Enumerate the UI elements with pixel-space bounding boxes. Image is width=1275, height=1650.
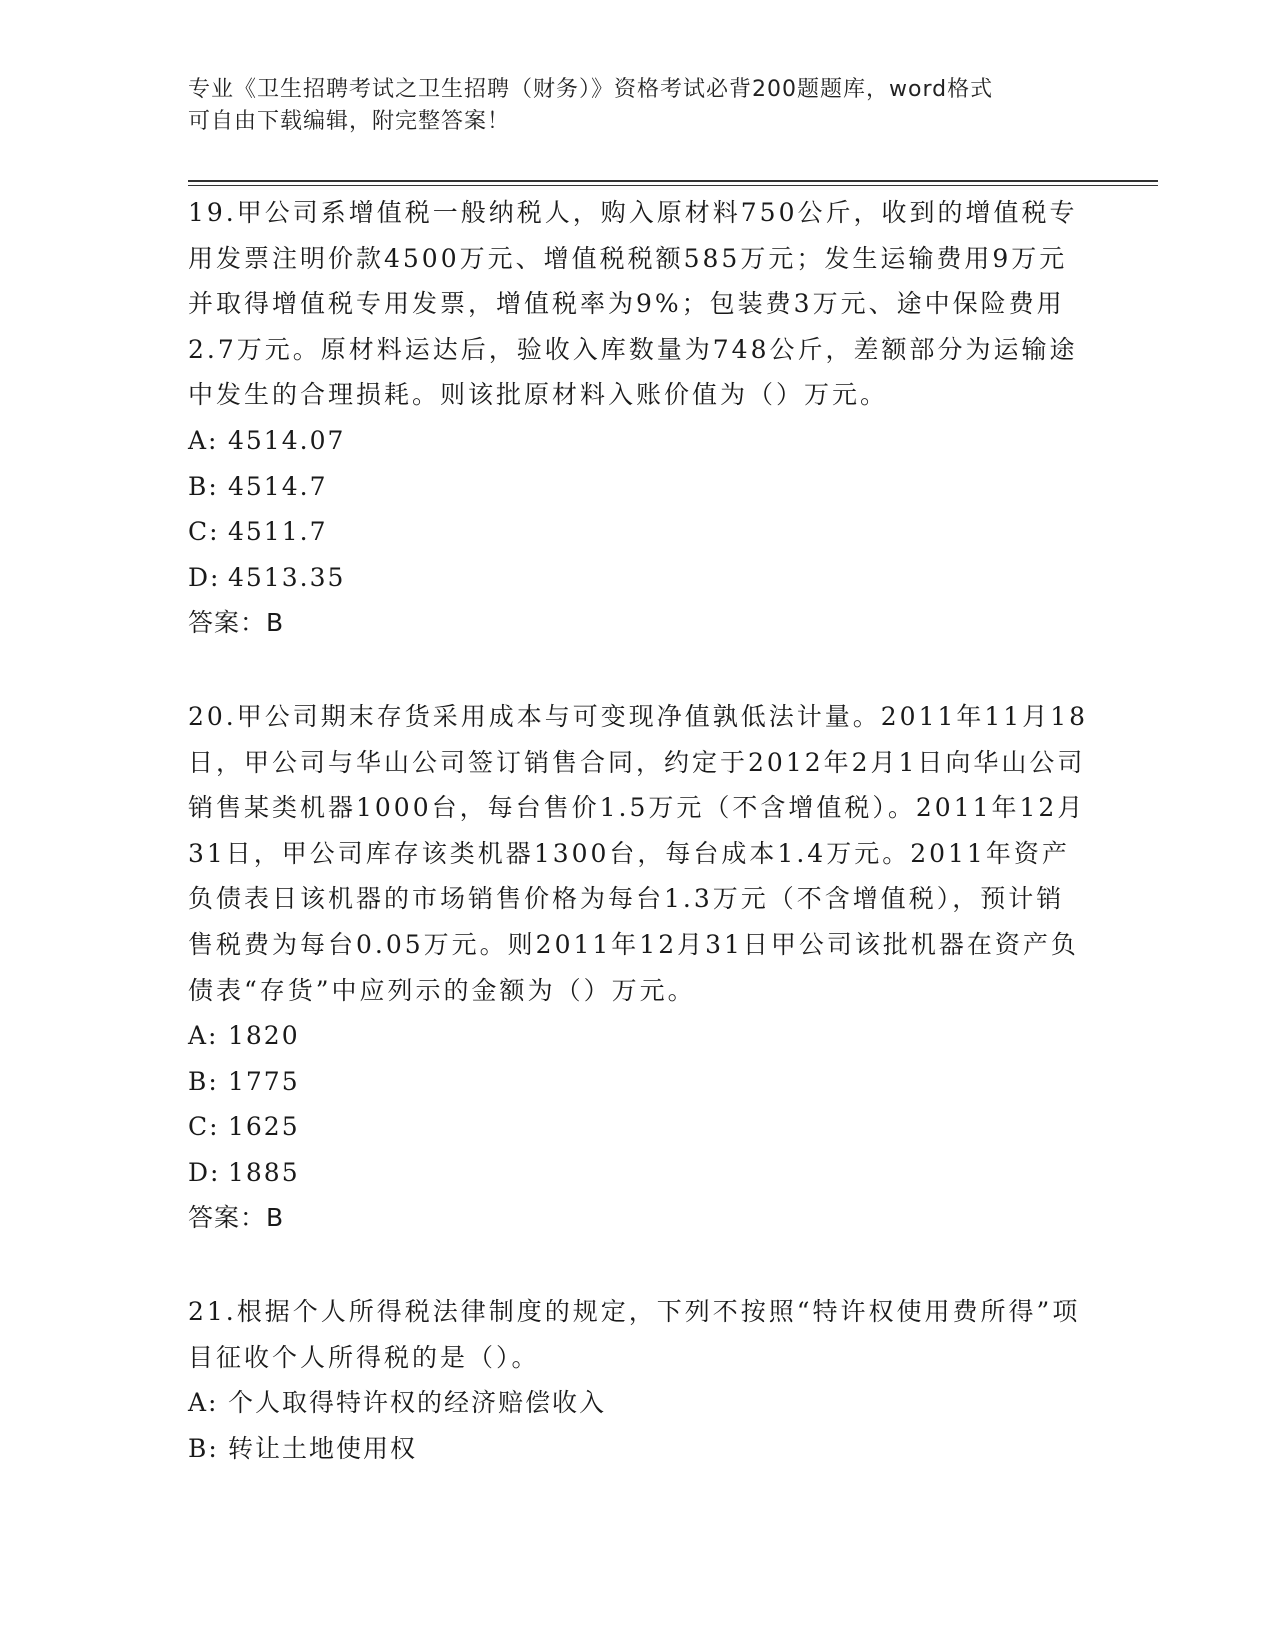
option-key: A: [188, 1021, 219, 1051]
page-header [188, 74, 1068, 138]
option-b [188, 1059, 1088, 1105]
question-text: 19.甲公司系增值税一般纳税人，购入原材料750公斤，收到的增值税专用发票注明价款4500万元、增值税税额585万元；发生运输费用9万元并取得增值税专用发票，增值税率为9%；包装费3万元、途中保险费用2.7万元。原材料运达后，验收入库数量为748公斤，差额部分为运输途中发生的合理损耗。则该批原材料入账价值为（）万元。 [188, 198, 1078, 410]
option-key: A: [188, 1388, 219, 1418]
question-text: 20.甲公司期末存货采用成本与可变现净值孰低法计量。2011年11月18日，甲公司与华山公司签订销售合同，约定于2012年2月1日向华山公司销售某类机器1000台，每台售价1.5万元（不含增值税）。2011年12月31日，甲公司库存该类机器1300台，每台成本1.4万元。2011年资产负债表日该机器的市场销售价格为每台1.3万元（不含增值税），预计销售税费为每台0.05万元。则2011年12月31日甲公司该批机器在资产负债表“存货”中应列示的金额为（）万元。 [188, 701, 1089, 1005]
question-list [188, 190, 1088, 1519]
question-21 [188, 1289, 1088, 1471]
option-d [188, 555, 1088, 601]
option-value: 4511.7 [228, 517, 328, 547]
option-a [188, 1013, 1088, 1059]
header-divider-thick [188, 180, 1158, 182]
option-value: 4514.07 [228, 425, 346, 455]
option-key: D: [188, 562, 221, 592]
question-20 [188, 694, 1088, 1241]
option-b [188, 464, 1088, 510]
option-value: 1885 [228, 1157, 300, 1187]
option-a [188, 1380, 1088, 1426]
option-c [188, 509, 1088, 555]
option-key: D: [188, 1157, 221, 1187]
option-value: 4513.35 [228, 562, 346, 592]
option-d [188, 1150, 1088, 1196]
option-value: 个人取得特许权的经济赔偿收入 [228, 1388, 607, 1418]
option-value: 4514.7 [228, 471, 328, 501]
option-b [188, 1426, 1088, 1472]
option-key: C: [188, 1112, 220, 1142]
option-key: A: [188, 425, 219, 455]
question-text: 21.根据个人所得税法律制度的规定，下列不按照“特许权使用费所得”项目征收个人所得税的是（）。 [188, 1297, 1081, 1372]
option-value: 1820 [228, 1021, 300, 1051]
option-value: 1775 [228, 1066, 300, 1096]
header-title-line-1: 专业《卫生招聘考试之卫生招聘（财务）》资格考试必背200题题库，word格式 [188, 77, 994, 102]
option-key: C: [188, 517, 220, 547]
option-value: 1625 [228, 1112, 300, 1142]
question-19 [188, 190, 1088, 646]
option-c [188, 1104, 1088, 1150]
option-key: B: [188, 471, 219, 501]
answer-line: 答案：B [188, 1203, 285, 1233]
header-divider-thin [188, 185, 1158, 186]
option-value: 转让土地使用权 [228, 1433, 418, 1463]
option-key: B: [188, 1066, 219, 1096]
answer-line: 答案：B [188, 608, 285, 638]
option-a [188, 418, 1088, 464]
header-title-line-2: 可自由下载编辑，附完整答案！ [188, 109, 511, 134]
option-key: B: [188, 1433, 219, 1463]
